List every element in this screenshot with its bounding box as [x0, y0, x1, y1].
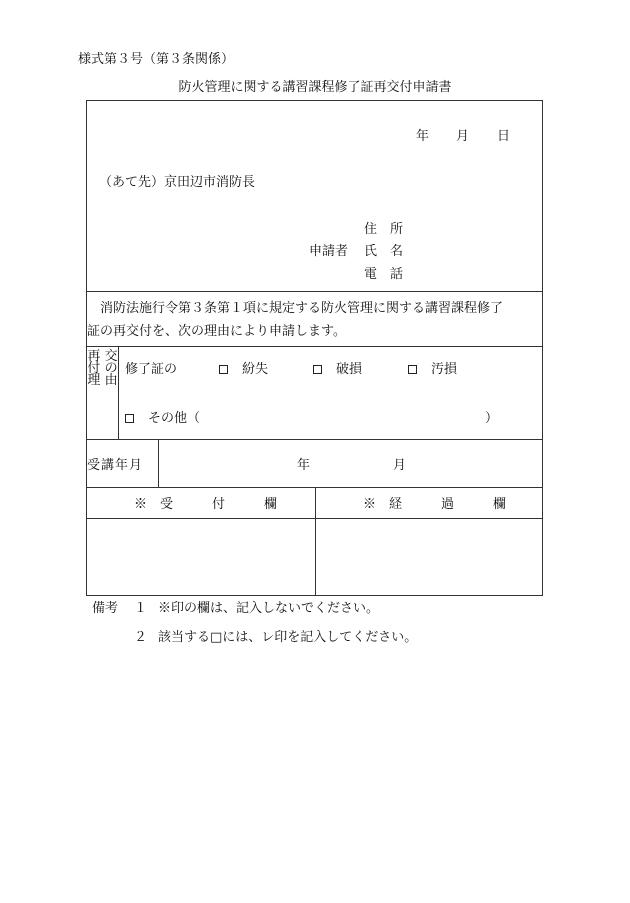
reception-column-header: ※ 受 付 欄: [134, 497, 278, 512]
course-month-label: 月: [393, 458, 407, 473]
option-other-label: その他（: [148, 411, 201, 426]
course-label: 受講年月: [87, 458, 144, 473]
divider-header: [87, 291, 542, 292]
reason-label-char: の: [104, 361, 118, 376]
option-other-close: ）: [485, 411, 499, 426]
reason-label-char: 再: [87, 349, 101, 364]
checkbox-damaged[interactable]: [313, 365, 322, 374]
applicant-address-label: 住 所: [364, 222, 404, 237]
notes-heading: 備考: [92, 601, 119, 616]
reason-label-divider: [118, 346, 119, 439]
date-year-label: 年: [416, 129, 430, 144]
checkbox-other[interactable]: [125, 414, 134, 423]
statement-line-1: 消防法施行令第３条第１項に規定する防火管理に関する講習課程修了: [100, 301, 504, 316]
reason-prefix: 修了証の: [125, 362, 178, 377]
date-day-label: 日: [497, 129, 511, 144]
office-column-divider: [315, 487, 316, 595]
reason-option-soiled[interactable]: [408, 363, 457, 376]
note-number: １: [134, 601, 148, 616]
progress-column-header: ※ 経 過 欄: [363, 497, 507, 512]
option-damaged-label: 破損: [336, 362, 363, 377]
statement-line-2: 証の再交付を、次の理由により申請します。: [87, 324, 346, 339]
note-text: ※印の欄は、記入しないでください。: [158, 601, 380, 616]
reason-option-lost[interactable]: [219, 363, 268, 376]
divider-office-header: [87, 518, 542, 519]
course-label-divider: [158, 439, 159, 487]
checkbox-lost[interactable]: [219, 365, 228, 374]
application-form-table: [86, 100, 543, 596]
date-month-label: 月: [456, 129, 470, 144]
form-title: 防火管理に関する講習課程修了証再交付申請書: [178, 80, 452, 95]
reason-option-damaged[interactable]: [313, 363, 362, 376]
reason-label-char: 付: [87, 361, 101, 376]
reason-label-char: 交: [104, 349, 118, 364]
divider-statement: [87, 346, 542, 347]
reason-option-other[interactable]: [125, 412, 200, 425]
reason-vertical-label: [87, 351, 118, 387]
option-soiled-label: 汚損: [431, 362, 458, 377]
option-lost-label: 紛失: [242, 362, 269, 377]
addressee: （あて先）京田辺市消防長: [99, 175, 256, 190]
reason-label-char: 理: [87, 373, 101, 388]
applicant-phone-label: 電 話: [364, 267, 404, 282]
note-text: 該当する□には、レ印を記入してください。: [158, 630, 418, 645]
applicant-name-label: 氏 名: [364, 244, 404, 259]
applicant-label: 申請者: [309, 244, 349, 259]
checkbox-soiled[interactable]: [408, 365, 417, 374]
reason-label-char: 由: [104, 373, 118, 388]
course-year-label: 年: [297, 458, 311, 473]
note-number: ２: [134, 630, 148, 645]
form-number: 様式第３号（第３条関係）: [78, 52, 235, 67]
divider-reason: [87, 439, 542, 440]
